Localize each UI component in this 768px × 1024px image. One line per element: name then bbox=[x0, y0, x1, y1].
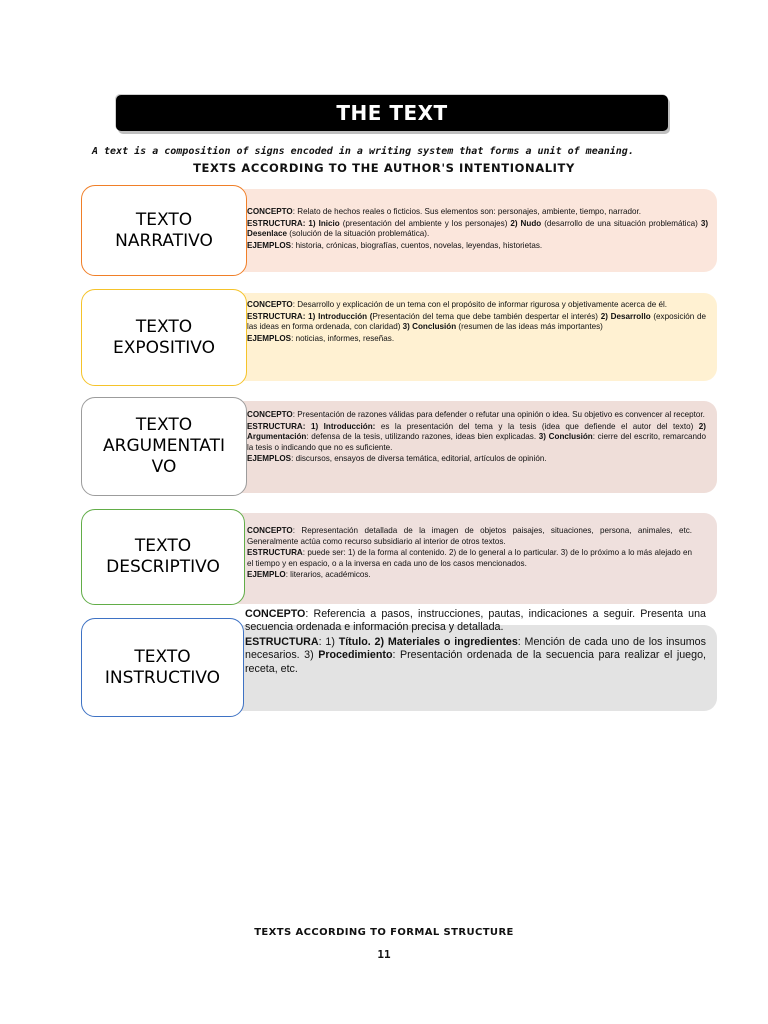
instructivo-content bbox=[245, 608, 706, 677]
instructivo-label-line2: INSTRUCTIVO bbox=[104, 667, 221, 688]
expositivo-label-line2: EXPOSITIVO bbox=[113, 337, 215, 358]
instructivo-label-line1: TEXTO bbox=[134, 646, 191, 667]
descriptivo-content bbox=[247, 526, 692, 582]
narrativo-ejemplos: EJEMPLOS: historia, crónicas, biografías, cuentos, novelas, leyendas, historietas. bbox=[247, 240, 543, 250]
descriptivo-concepto: CONCEPTO: Representación detallada de la imagen de objetos paisajes, situaciones, persona, animales, etc. Generalmente actúa como recurso subsidiario al interior de otros textos. bbox=[247, 526, 692, 546]
intro-definition: A text is a composition of signs encoded in a writing system that forms a unit of meaning. bbox=[92, 146, 634, 157]
expositivo-concepto: CONCEPTO: Desarrollo y explicación de un tema con el propósito de informar rigurosa y objetivamente acerca de él. bbox=[247, 300, 668, 309]
descriptivo-estructura: ESTRUCTURA: puede ser: 1) de la forma al contenido. 2) de lo general a lo particular. 3) de lo próximo a lo más alejado en el tiempo y en espacio, o a la inversa en cada uno de los casos mencionados. bbox=[247, 548, 692, 568]
narrativo-label-box bbox=[81, 185, 247, 276]
argumentativo-ejemplos: EJEMPLOS: discursos, ensayos de diversa temática, editorial, artículos de opinión. bbox=[247, 454, 547, 464]
argumentativo-label-line2: ARGUMENTATI bbox=[103, 436, 225, 456]
page-number: 11 bbox=[377, 948, 391, 961]
argumentativo-content bbox=[247, 410, 706, 466]
section-subtitle: TEXTS ACCORDING TO THE AUTHOR'S INTENTIONALITY bbox=[193, 161, 575, 175]
title-banner bbox=[116, 95, 668, 131]
narrativo-concepto: CONCEPTO: Relato de hechos reales o ficticios. Sus elementos son: personajes, ambiente, tiempo, narrador. bbox=[247, 207, 641, 216]
narrativo-label-line2: NARRATIVO bbox=[115, 230, 213, 251]
narrativo-content bbox=[247, 207, 708, 252]
section-footer-heading: TEXTS ACCORDING TO FORMAL STRUCTURE bbox=[254, 927, 514, 938]
argumentativo-label-line1: TEXTO bbox=[135, 415, 193, 435]
expositivo-label-line1: TEXTO bbox=[135, 316, 193, 337]
instructivo-label-box bbox=[81, 618, 244, 717]
instructivo-estructura: ESTRUCTURA: 1) Título. 2) Materiales o ingredientes: Mención de cada uno de los insumos necesarios. 3) Procedimiento: Presentación ordenada de la secuencia para realizar el juego, receta, etc. bbox=[245, 635, 706, 675]
expositivo-ejemplos: EJEMPLOS: noticias, informes, reseñas. bbox=[247, 333, 395, 343]
expositivo-label-box bbox=[81, 289, 247, 386]
argumentativo-label-box bbox=[81, 397, 247, 496]
narrativo-estructura: ESTRUCTURA: 1) Inicio (presentación del ambiente y los personajes) 2) Nudo (desarrollo de una situación problemática) 3) Desenlace (solución de la situación problemática). bbox=[247, 218, 709, 239]
descriptivo-label-line2: DESCRIPTIVO bbox=[106, 557, 220, 577]
narrativo-label-line1: TEXTO bbox=[135, 209, 193, 230]
descriptivo-label-line1: TEXTO bbox=[134, 536, 192, 556]
argumentativo-label-line3: VO bbox=[151, 457, 177, 477]
argumentativo-concepto: CONCEPTO: Presentación de razones válidas para defender o refutar una opinión o idea. Su objetivo es convencer al receptor. bbox=[247, 410, 705, 419]
descriptivo-label-box bbox=[81, 509, 245, 605]
argumentativo-estructura: ESTRUCTURA: 1) Introducción: es la presentación del tema y la tesis (idea que defiende el autor del texto) 2) Argumentación: defensa de la tesis, utilizando razones, ideas bien explicadas. 3) Conclusión: cierre del escrito, remarcando la tesis o indicando que no es suficiente. bbox=[247, 421, 707, 452]
descriptivo-ejemplo: EJEMPLO: literarios, académicos. bbox=[247, 570, 371, 580]
expositivo-estructura: ESTRUCTURA: 1) Introducción (Presentación del tema que debe también despertar el interés) 2) Desarrollo (exposición de las ideas en forma ordenada, con claridad) 3) Conclusión (resumen de las ideas más importantes) bbox=[247, 311, 707, 332]
instructivo-concepto: CONCEPTO: Referencia a pasos, instrucciones, pautas, indicaciones a seguir. Presenta una secuencia ordenada e información precisa y detallada. bbox=[245, 608, 706, 634]
page-title: THE TEXT bbox=[336, 101, 448, 125]
expositivo-content bbox=[247, 300, 706, 345]
